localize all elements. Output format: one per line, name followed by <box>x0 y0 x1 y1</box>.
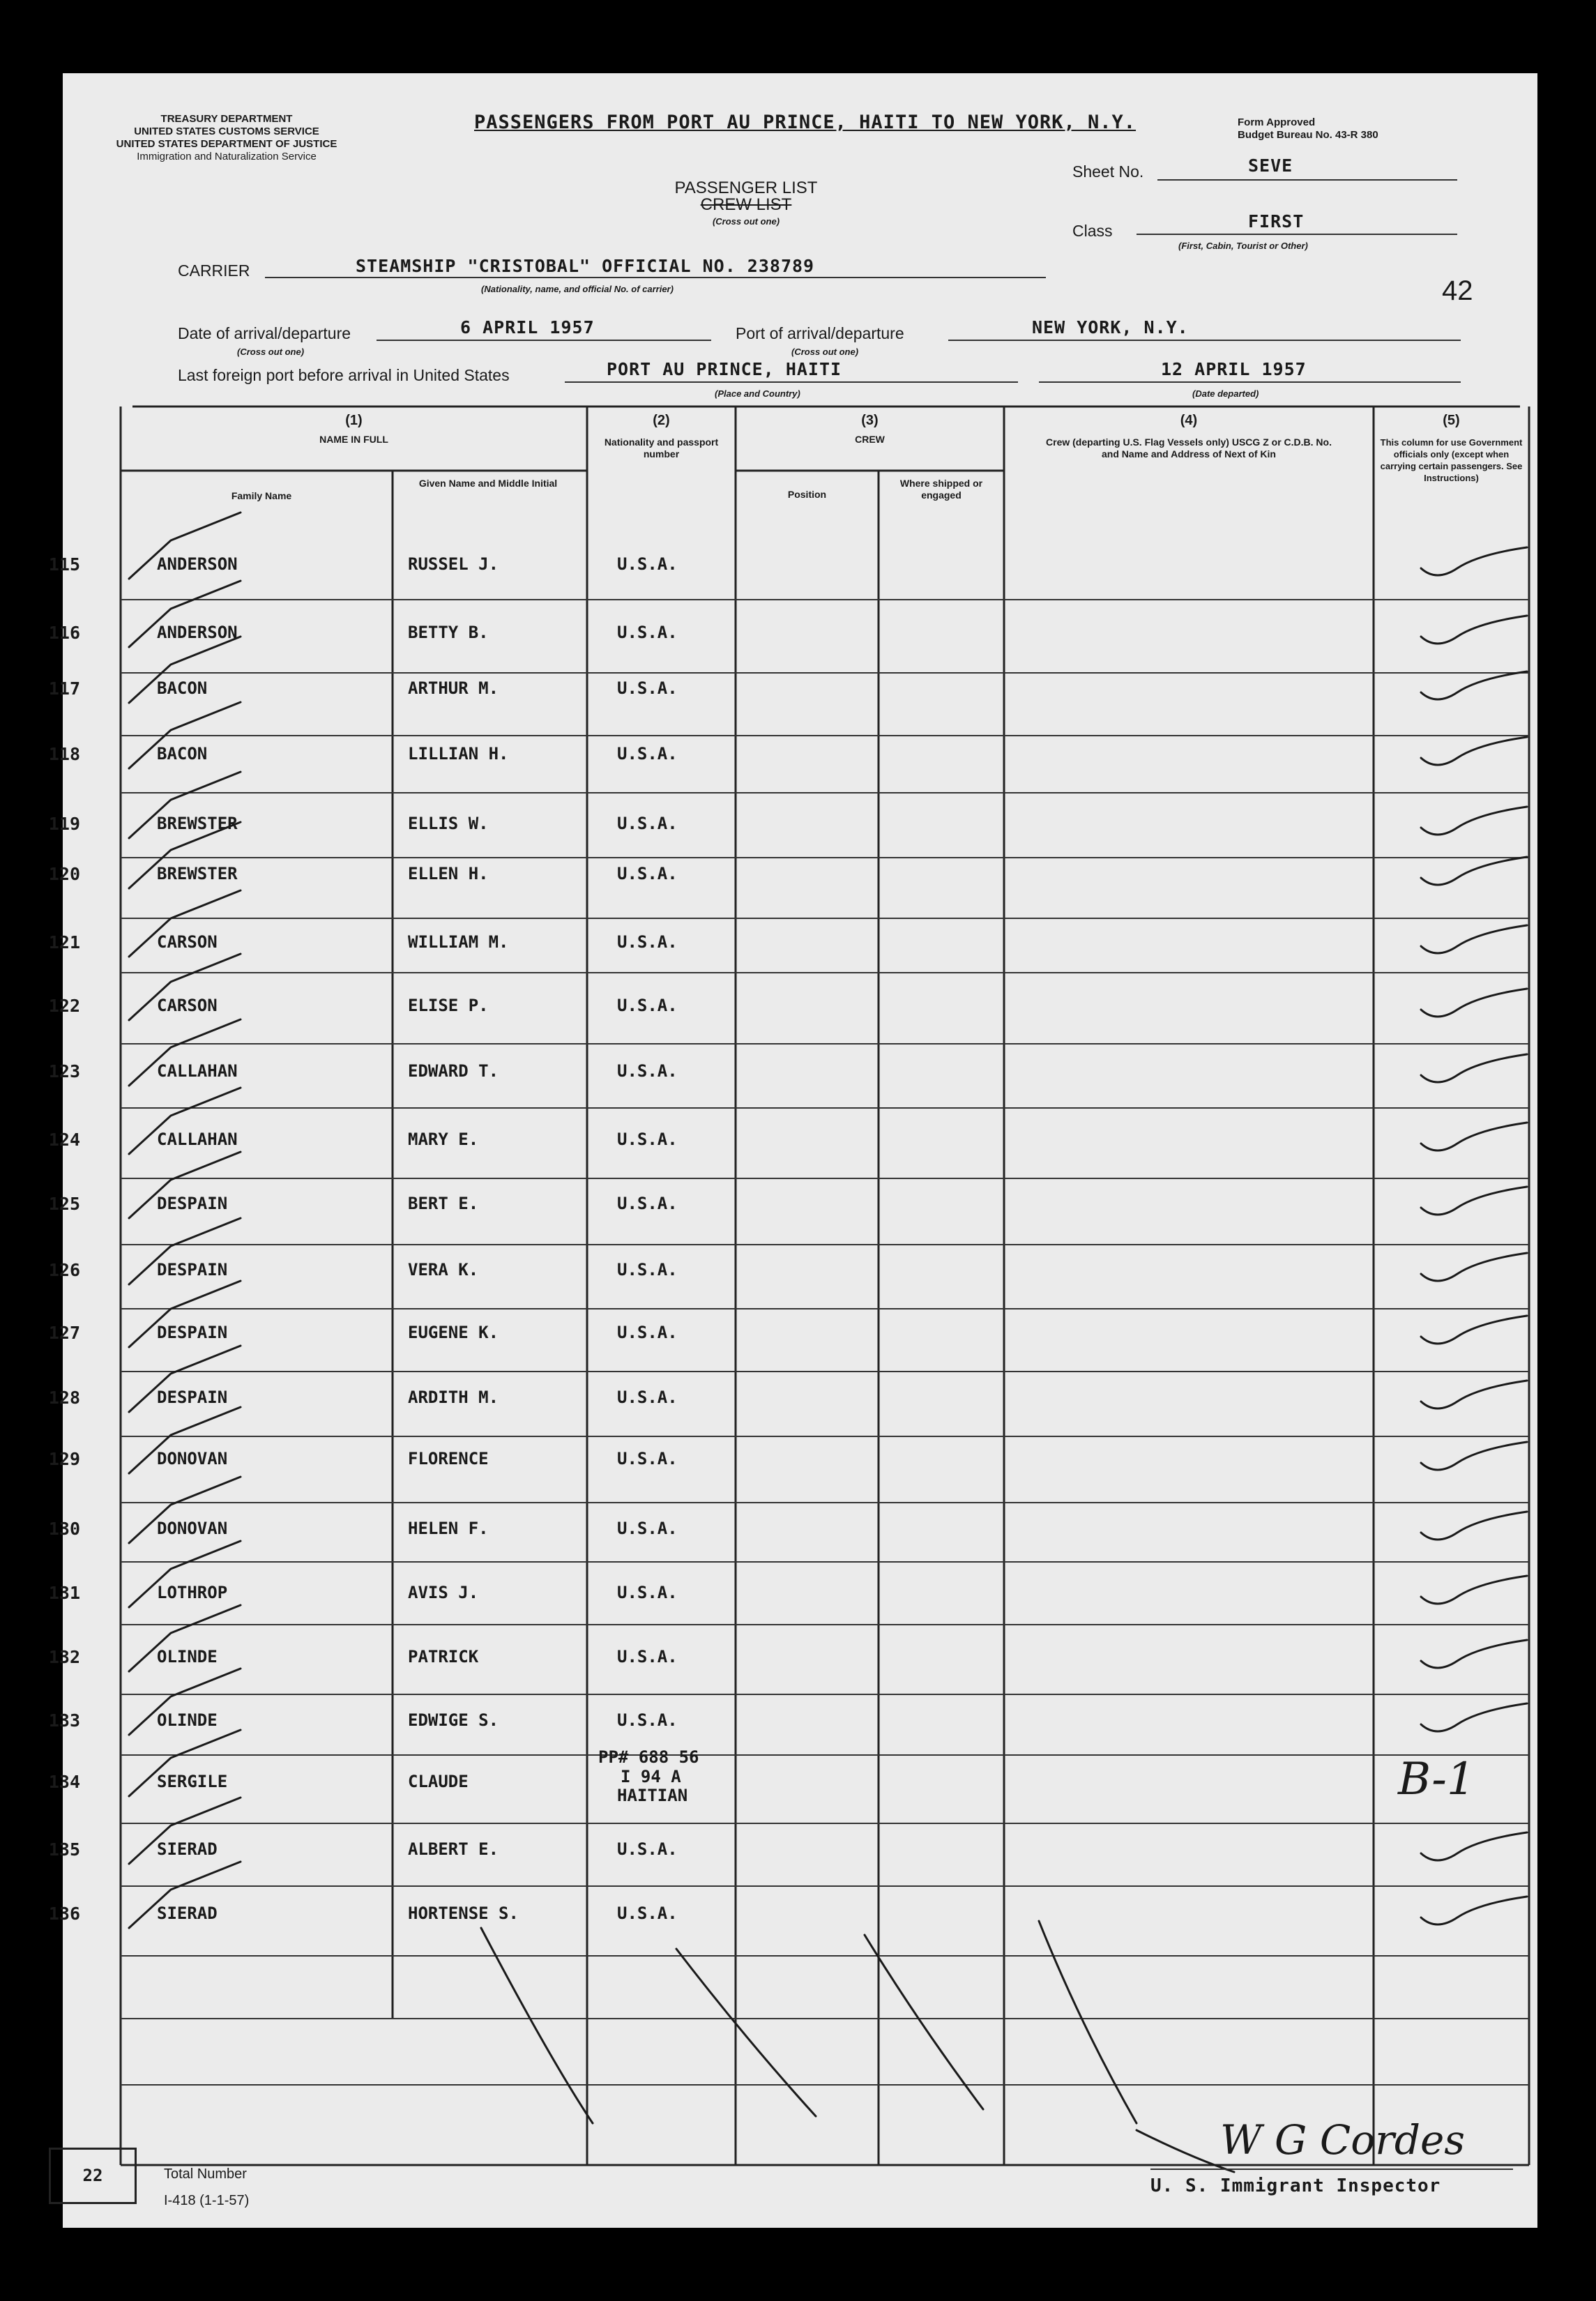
row-number: 127 <box>48 1323 80 1343</box>
crew-list-label: CREW LIST <box>700 195 792 214</box>
row-number: 131 <box>48 1583 80 1603</box>
family-name-cell: ANDERSON <box>157 623 238 642</box>
departed-value: 12 APRIL 1957 <box>1161 359 1307 379</box>
row-number: 134 <box>48 1772 80 1792</box>
col1-title: NAME IN FULL <box>319 434 388 445</box>
row-number: 126 <box>48 1260 80 1280</box>
sheet-label: Sheet No. <box>1072 162 1144 181</box>
agency-line-3: UNITED STATES DEPARTMENT OF JUSTICE <box>116 138 337 150</box>
family-name-cell: SIERAD <box>157 1904 218 1923</box>
position-header: Position <box>787 489 827 500</box>
visa-class-cell: I 94 A <box>621 1767 681 1786</box>
last-port-sub: (Place and Country) <box>715 388 800 399</box>
nationality-cell: U.S.A. <box>617 678 678 698</box>
passport-number-cell: PP# 688 56 <box>598 1747 699 1767</box>
given-name-cell: BERT E. <box>408 1194 479 1213</box>
col5-title: This column for use Government officials only (except when carrying certain passengers. See Instructions) <box>1380 437 1523 483</box>
nationality-cell: U.S.A. <box>617 1647 678 1666</box>
carrier-label: CARRIER <box>178 261 250 280</box>
given-name-cell: ALBERT E. <box>408 1839 499 1859</box>
row-number: 132 <box>48 1647 80 1667</box>
col2-title: Nationality and passport number <box>604 436 719 460</box>
nationality-cell: U.S.A. <box>617 1449 678 1468</box>
col2-number: (2) <box>653 413 670 428</box>
row-number: 133 <box>48 1710 80 1731</box>
agency-line-1: TREASURY DEPARTMENT <box>160 113 293 125</box>
given-name-cell: ARDITH M. <box>408 1388 499 1407</box>
col4-header <box>1004 415 1374 460</box>
given-name-cell: CLAUDE <box>408 1772 469 1791</box>
family-name-cell: BACON <box>157 744 208 764</box>
row-number: 135 <box>48 1839 80 1860</box>
nationality-cell: U.S.A. <box>617 623 678 642</box>
class-value: FIRST <box>1248 211 1305 231</box>
agency-line-4: Immigration and Naturalization Service <box>137 151 317 162</box>
family-name-cell: SERGILE <box>157 1772 228 1791</box>
col4-title: Crew (departing U.S. Flag Vessels only) USCG Z or C.D.B. No. and Name and Address of Next of Kin <box>1046 436 1332 460</box>
table-grid <box>63 73 1537 2228</box>
form-number: I-418 (1-1-57) <box>164 2193 250 2208</box>
signature-rule <box>1150 2169 1513 2170</box>
family-name-cell: BREWSTER <box>157 864 238 883</box>
family-name-cell: DESPAIN <box>157 1260 228 1279</box>
family-name-cell: CARSON <box>157 996 218 1015</box>
given-name-cell: LILLIAN H. <box>408 744 509 764</box>
family-name-cell: DONOVAN <box>157 1519 228 1538</box>
nationality-cell: U.S.A. <box>617 1388 678 1407</box>
total-number-label: Total Number <box>164 2166 247 2182</box>
carrier-sub: (Nationality, name, and official No. of carrier) <box>481 284 674 294</box>
col1-number: (1) <box>345 413 363 428</box>
port-label: Port of arrival/departure <box>736 324 904 342</box>
nationality-cell: U.S.A. <box>617 1323 678 1342</box>
carrier-value: STEAMSHIP "CRISTOBAL" OFFICIAL NO. 238789 <box>356 256 815 276</box>
row-number: 136 <box>48 1904 80 1924</box>
form-approved-line-1: Form Approved <box>1238 116 1316 128</box>
given-name-cell: HORTENSE S. <box>408 1904 519 1923</box>
given-name-cell: EUGENE K. <box>408 1323 499 1342</box>
sheet-value: SEVE <box>1248 155 1293 176</box>
row-number: 119 <box>48 814 80 834</box>
col5-number: (5) <box>1443 413 1460 428</box>
row-number: 124 <box>48 1130 80 1150</box>
given-name-cell: BETTY B. <box>408 623 489 642</box>
row-number: 116 <box>48 623 80 643</box>
shipped-header: Where shipped or engaged <box>899 478 983 501</box>
cross-out-note: (Cross out one) <box>712 216 780 227</box>
port-sub: (Cross out one) <box>791 347 859 357</box>
family-name-header: Family Name <box>231 490 292 501</box>
row-number: 118 <box>48 744 80 764</box>
family-name-cell: DESPAIN <box>157 1194 228 1213</box>
family-name-cell: DESPAIN <box>157 1388 228 1407</box>
family-name-cell: CALLAHAN <box>157 1061 238 1081</box>
typed-title: PASSENGERS FROM PORT AU PRINCE, HAITI TO NEW YORK, N.Y. <box>474 112 1137 133</box>
nationality-cell: U.S.A. <box>617 932 678 952</box>
row-number: 121 <box>48 932 80 952</box>
row-number: 129 <box>48 1449 80 1469</box>
row-number: 122 <box>48 996 80 1016</box>
total-number-box <box>49 2148 137 2204</box>
nationality-cell: U.S.A. <box>617 1839 678 1859</box>
given-name-cell: ARTHUR M. <box>408 678 499 698</box>
col3-number: (3) <box>861 413 879 428</box>
given-name-cell: FLORENCE <box>408 1449 489 1468</box>
total-number-value: 22 <box>82 2166 103 2185</box>
nationality-cell: U.S.A. <box>617 1194 678 1213</box>
row-number: 115 <box>48 554 80 575</box>
given-name-cell: VERA K. <box>408 1260 479 1279</box>
given-name-cell: RUSSEL J. <box>408 554 499 574</box>
col5-header <box>1374 415 1529 484</box>
arrival-label: Date of arrival/departure <box>178 324 351 342</box>
nationality-cell: U.S.A. <box>617 996 678 1015</box>
given-name-cell: MARY E. <box>408 1130 479 1149</box>
nationality-cell: HAITIAN <box>617 1786 688 1805</box>
given-name-header: Given Name and Middle Initial <box>418 478 558 489</box>
given-name-cell: HELEN F. <box>408 1519 489 1538</box>
col4-number: (4) <box>1180 413 1198 428</box>
row-number: 117 <box>48 678 80 699</box>
nationality-cell: U.S.A. <box>617 1061 678 1081</box>
row-number: 130 <box>48 1519 80 1539</box>
form-approved-line-2: Budget Bureau No. 43-R 380 <box>1238 129 1378 141</box>
document-sheet <box>48 73 1537 2228</box>
port-value: NEW YORK, N.Y. <box>1032 317 1189 337</box>
family-name-cell: DONOVAN <box>157 1449 228 1468</box>
nationality-cell: U.S.A. <box>617 1583 678 1602</box>
col3-header <box>736 415 1004 446</box>
family-name-cell: BACON <box>157 678 208 698</box>
last-port-value: PORT AU PRINCE, HAITI <box>607 359 842 379</box>
given-name-cell: ELISE P. <box>408 996 489 1015</box>
nationality-cell: U.S.A. <box>617 1904 678 1923</box>
family-name-cell: CARSON <box>157 932 218 952</box>
nationality-cell: U.S.A. <box>617 864 678 883</box>
given-name-cell: ELLIS W. <box>408 814 489 833</box>
arrival-value: 6 APRIL 1957 <box>460 317 595 337</box>
col1-header <box>121 415 587 446</box>
col3-title: CREW <box>855 434 885 445</box>
arrival-sub: (Cross out one) <box>237 347 305 357</box>
family-name-cell: LOTHROP <box>157 1583 228 1602</box>
family-name-cell: CALLAHAN <box>157 1130 238 1149</box>
row-number: 128 <box>48 1388 80 1408</box>
given-name-cell: PATRICK <box>408 1647 479 1666</box>
class-label: Class <box>1072 222 1113 240</box>
given-name-cell: WILLIAM M. <box>408 932 509 952</box>
last-port-label: Last foreign port before arrival in United States <box>178 366 510 384</box>
nationality-cell: U.S.A. <box>617 1130 678 1149</box>
family-name-cell: DESPAIN <box>157 1323 228 1342</box>
given-name-cell: ELLEN H. <box>408 864 489 883</box>
nationality-cell: U.S.A. <box>617 1260 678 1279</box>
page-number: 42 <box>1442 275 1473 306</box>
nationality-cell: U.S.A. <box>617 814 678 833</box>
family-name-cell: SIERAD <box>157 1839 218 1859</box>
family-name-cell: OLINDE <box>157 1710 218 1730</box>
row-number: 123 <box>48 1061 80 1081</box>
passenger-list-label: PASSENGER LIST <box>674 179 818 197</box>
departed-sub: (Date departed) <box>1192 388 1259 399</box>
row-number: 120 <box>48 864 80 884</box>
given-name-cell: EDWIGE S. <box>408 1710 499 1730</box>
class-sub: (First, Cabin, Tourist or Other) <box>1178 241 1308 251</box>
given-name-cell: AVIS J. <box>408 1583 479 1602</box>
nationality-cell: U.S.A. <box>617 1710 678 1730</box>
inspector-signature: W G Cordes <box>1220 2116 1466 2164</box>
given-name-cell: EDWARD T. <box>408 1061 499 1081</box>
family-name-cell: OLINDE <box>157 1647 218 1666</box>
b1-mark: B-1 <box>1398 1754 1475 1805</box>
family-name-cell: BREWSTER <box>157 814 238 833</box>
nationality-cell: U.S.A. <box>617 1519 678 1538</box>
agency-line-2: UNITED STATES CUSTOMS SERVICE <box>134 126 319 137</box>
nationality-cell: U.S.A. <box>617 554 678 574</box>
nationality-cell: U.S.A. <box>617 744 678 764</box>
inspector-title: U. S. Immigrant Inspector <box>1150 2175 1441 2196</box>
col2-header <box>587 415 736 460</box>
row-number: 125 <box>48 1194 80 1214</box>
family-name-cell: ANDERSON <box>157 554 238 574</box>
